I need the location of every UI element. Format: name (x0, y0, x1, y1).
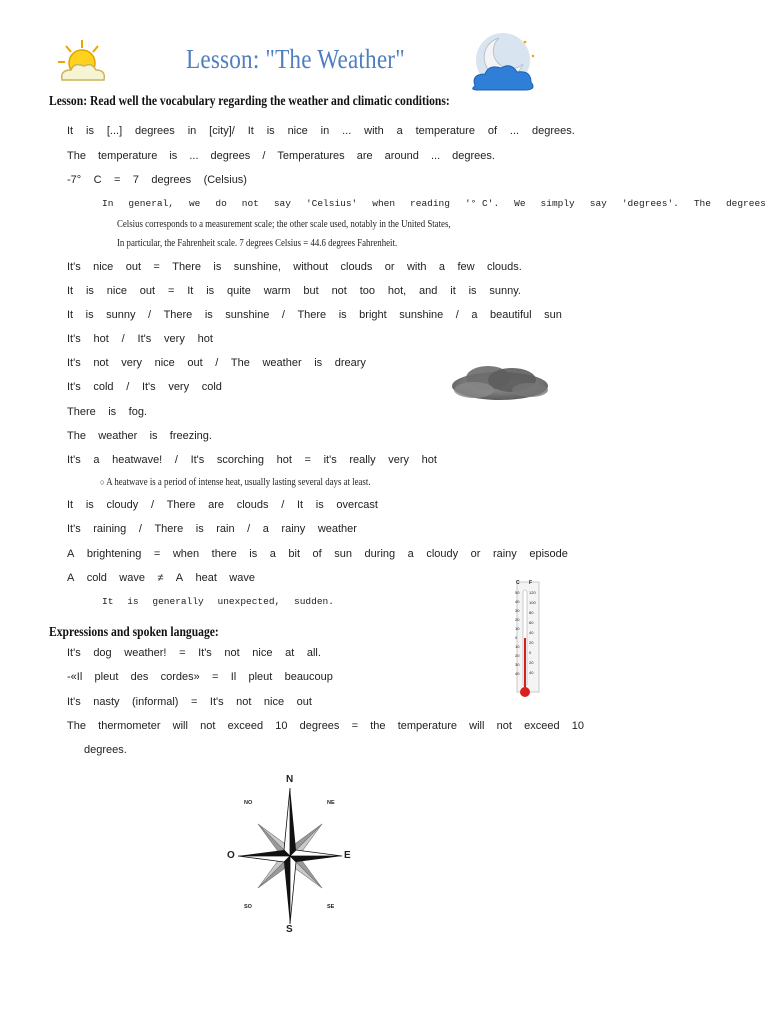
intro-heading: Lesson: Read well the vocabulary regarding the weather and climatic conditions: (49, 93, 450, 108)
compass-ne-label: NE (327, 800, 335, 806)
vocab-line: A brightening = when there is a bit of sun during a cloudy or rainy episode (67, 548, 568, 560)
compass-no-label: NO (244, 800, 253, 806)
vocab-line: It is nice out = It is quite warm but not too hot, and it is sunny. (67, 285, 521, 297)
vocab-line: It is [...] degrees in [city]/ It is nice in ... with a temperature of ... degrees. (67, 125, 575, 137)
fahrenheit-scale: 120 100 80 60 40 20 0 20 40 (529, 590, 536, 675)
vocab-line: It's raining / There is rain / a rainy weather (67, 523, 357, 535)
celsius-label: C (516, 580, 520, 586)
sun-cloud-icon (52, 36, 114, 88)
compass-rose (224, 774, 356, 938)
expression-line: degrees. (84, 744, 127, 756)
vocab-line: It's cold / It's very cold (67, 381, 222, 393)
vocab-line: There is fog. (67, 406, 147, 418)
vocab-line: It is cloudy / There are clouds / It is overcast (67, 499, 378, 511)
celsius-scale: 50 40 30 20 10 0 10 20 30 40 (515, 590, 520, 676)
compass-se-label: SE (327, 904, 335, 910)
thermometer-icon (510, 578, 540, 702)
note-line: In particular, the Fahrenheit scale. 7 degrees Celsius = 44.6 degrees Fahrenheit. (117, 238, 398, 249)
compass-e-label: E (344, 850, 351, 861)
vocab-line: It is sunny / There is sunshine / There is bright sunshine / a beautiful sun (67, 309, 562, 321)
expressions-heading: Expressions and spoken language: (49, 624, 219, 639)
moon-cloud-icon (465, 30, 543, 96)
expression-line: The thermometer will not exceed 10 degrees = the temperature will not exceed 10 (67, 720, 584, 732)
vocab-line: It's a heatwave! / It's scorching hot = it's really very hot (67, 454, 437, 466)
fog-cloud-icon (444, 356, 552, 412)
vocab-line: It's hot / It's very hot (67, 333, 213, 345)
vocab-line: The weather is freezing. (67, 430, 212, 442)
compass-rose-icon (224, 774, 356, 938)
page-title: Lesson: "The Weather" (186, 44, 405, 74)
compass-so-label: SO (244, 904, 252, 910)
vocab-line: It's not very nice out / The weather is dreary (67, 357, 366, 369)
note-line: In general, we do not say 'Celsius' when reading '° C'. We simply say 'degrees'. The degrees (102, 198, 766, 209)
vocab-line: The temperature is ... degrees / Temperatures are around ... degrees. (67, 150, 495, 162)
vocab-line: It's nice out = There is sunshine, without clouds or with a few clouds. (67, 261, 522, 273)
note-line: It is generally unexpected, sudden. (102, 596, 334, 607)
compass-s-label: S (286, 924, 293, 935)
vocab-line: A cold wave ≠ A heat wave (67, 572, 255, 584)
note-line: Celsius corresponds to a measurement scale; the other scale used, notably in the United States, (117, 219, 451, 230)
vocab-line: -7° C = 7 degrees (Celsius) (67, 174, 247, 186)
expression-line: It's dog weather! = It's not nice at all. (67, 647, 321, 659)
expression-line: -«Il pleut des cordes» = Il pleut beaucoup (67, 671, 333, 683)
fahrenheit-label: F (529, 580, 533, 586)
compass-o-label: O (227, 850, 235, 861)
expression-line: It's nasty (informal) = It's not nice out (67, 696, 312, 708)
heatwave-note: ○ A heatwave is a period of intense heat, usually lasting several days at least. (100, 477, 371, 488)
compass-n-label: N (286, 774, 294, 785)
